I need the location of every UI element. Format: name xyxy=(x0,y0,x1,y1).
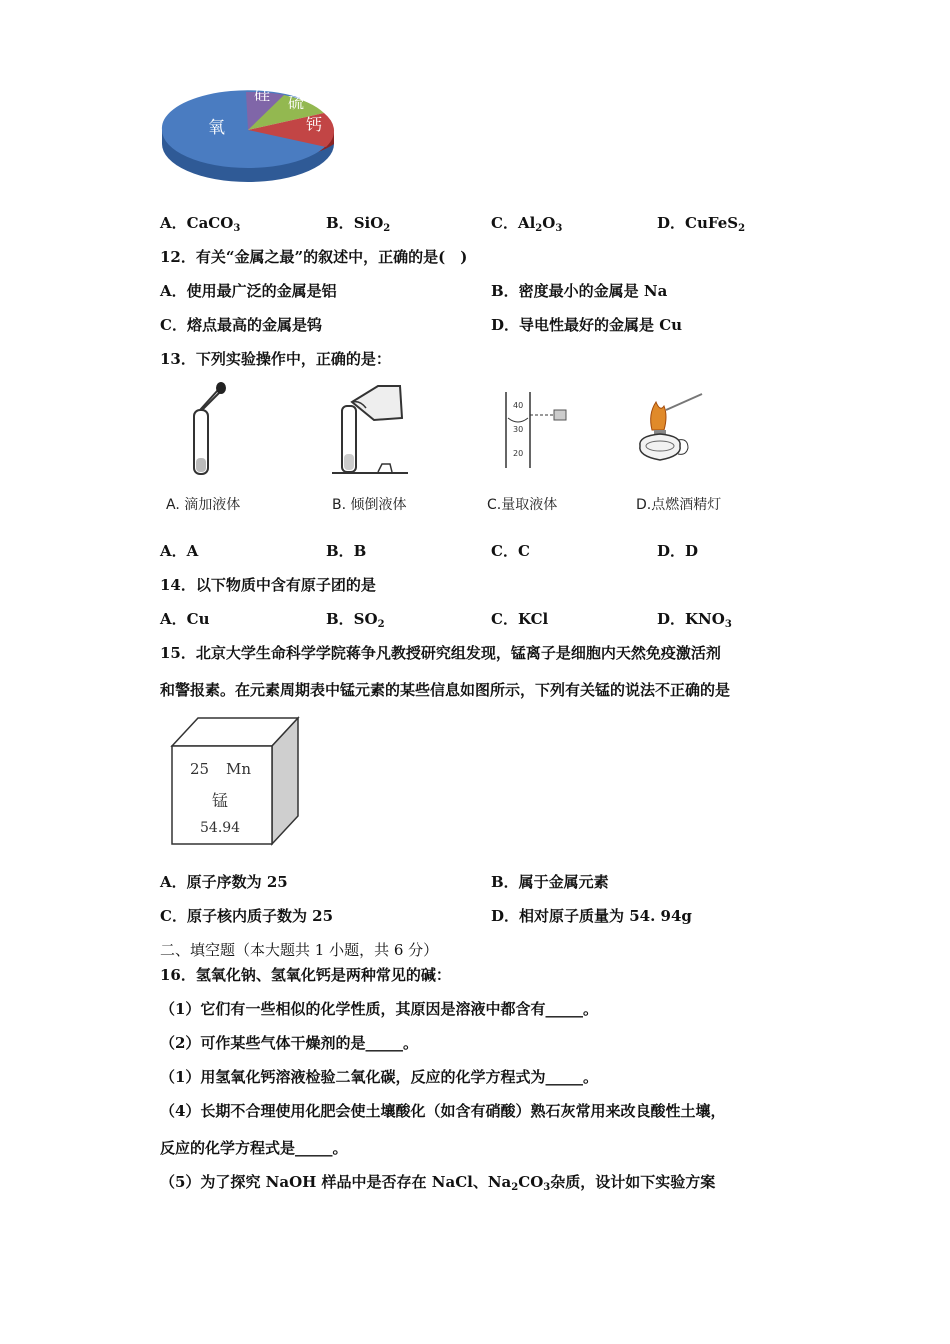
q13-option-b: B．B xyxy=(326,542,367,560)
q14-option-c: C．KCl xyxy=(491,610,549,628)
pie-label-silicon: 硅 xyxy=(254,85,271,104)
q12-option-c: C．熔点最高的金属是钨 xyxy=(160,316,322,334)
element-atomic-mass: 54.94 xyxy=(200,820,241,836)
cylinder-mark-30: 30 xyxy=(513,425,524,434)
q11-option-d: D．CuFeS$_2$ xyxy=(657,214,746,234)
q12-option-b: B．密度最小的金属是 Na xyxy=(491,282,668,300)
figure-d-caption: D.点燃酒精灯 xyxy=(636,497,722,513)
q11-option-a: A．CaCO$_3$ xyxy=(160,214,241,234)
figure-dropper-test-tube xyxy=(180,380,240,480)
figure-b-caption: B. 倾倒液体 xyxy=(332,497,407,513)
pie-label-sulfur: 硫 xyxy=(288,93,305,112)
element-abundance-pie-chart xyxy=(158,78,340,188)
figure-c-caption: C.量取液体 xyxy=(487,497,558,513)
q16-part2: （2）可作某些气体干燥剂的是_____。 xyxy=(160,1034,418,1052)
q15-option-d: D．相对原子质量为 54. 94g xyxy=(491,907,692,925)
manganese-element-card xyxy=(168,714,302,848)
element-symbol: Mn xyxy=(226,760,252,778)
q12-option-a: A．使用最广泛的金属是铝 xyxy=(160,282,337,300)
pie-label-oxygen: 氧 xyxy=(208,118,225,138)
q15-option-a: A．原子序数为 25 xyxy=(160,873,288,891)
figure-alcohol-lamp xyxy=(634,384,708,470)
q16-part4-line1: （4）长期不合理使用化肥会使土壤酸化（如含有硝酸）熟石灰常用来改良酸性土壤， xyxy=(160,1102,726,1120)
q15-stem-line2: 和警报素。在元素周期表中锰元素的某些信息如图所示，下列有关锰的说法不正确的是 xyxy=(160,681,731,699)
q12-option-d: D．导电性最好的金属是 Cu xyxy=(491,316,683,334)
q15-option-b: B．属于金属元素 xyxy=(491,873,609,891)
q16-part4-line2: 反应的化学方程式是_____。 xyxy=(160,1139,348,1157)
figure-graduated-cylinder xyxy=(496,390,576,470)
q13-option-c: C．C xyxy=(491,542,530,560)
section-two-heading: 二、填空题（本大题共 1 小题，共 6 分） xyxy=(160,941,439,959)
q14-stem: 14．以下物质中含有原子团的是 xyxy=(160,576,376,594)
element-atomic-number: 25 xyxy=(190,760,210,778)
q13-option-a: A．A xyxy=(160,542,199,560)
q11-option-b: B．SiO$_2$ xyxy=(326,214,391,234)
q16-stem: 16．氢氧化钠、氢氧化钙是两种常见的碱： xyxy=(160,966,451,984)
q15-option-c: C．原子核内质子数为 25 xyxy=(160,907,334,925)
pie-label-calcium: 钙 xyxy=(306,115,323,134)
figure-a-caption: A. 滴加液体 xyxy=(166,497,241,513)
q15-stem-line1: 15．北京大学生命科学学院蒋争凡教授研究组发现，锰离子是细胞内天然免疫激活剂 xyxy=(160,644,721,662)
q13-stem: 13．下列实验操作中，正确的是： xyxy=(160,350,391,368)
q14-option-a: A．Cu xyxy=(160,610,210,628)
q16-part5: （5）为了探究 NaOH 样品中是否存在 NaCl、$Na_2CO_3$杂质，设计如下实验方案 xyxy=(160,1173,716,1193)
cylinder-mark-20: 20 xyxy=(513,449,524,458)
q14-option-b: B．$SO_2$ xyxy=(326,610,385,630)
cylinder-mark-40: 40 xyxy=(513,401,524,410)
q12-stem: 12．有关“金属之最”的叙述中，正确的是( ) xyxy=(160,248,468,266)
q16-part3: （1）用氢氧化钙溶液检验二氧化碳，反应的化学方程式为_____。 xyxy=(160,1068,598,1086)
element-name: 锰 xyxy=(212,791,229,810)
q16-part1: （1）它们有一些相似的化学性质，其原因是溶液中都含有_____。 xyxy=(160,1000,598,1018)
q13-option-d: D．D xyxy=(657,542,699,560)
q14-option-d: D．$KNO_3$ xyxy=(657,610,732,630)
q11-option-c: C．$Al_2O_3$ xyxy=(491,214,563,234)
figure-pouring-liquid xyxy=(330,378,410,478)
